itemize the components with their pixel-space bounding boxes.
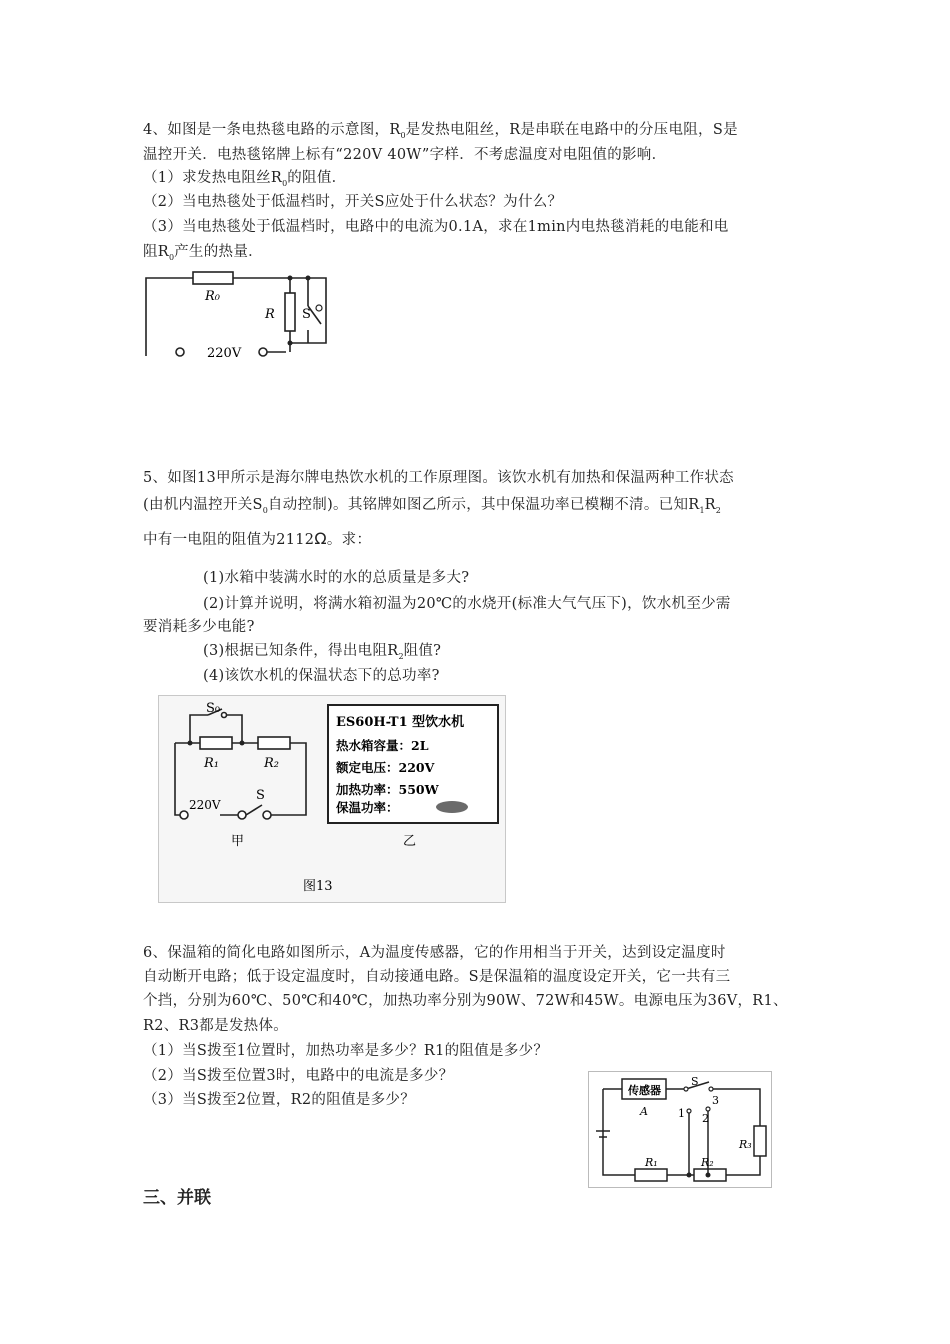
nameplate-capacity: 热水箱容量：2L xyxy=(336,738,429,753)
q5-label-s: S xyxy=(256,788,265,803)
q4-line-5: （3）当电热毯处于低温档时，电路中的电流为0.1A，求在1min内电热毯消耗的电能和电 xyxy=(143,219,729,235)
q4-line-6: 阻$R_0$产生的热量． xyxy=(143,244,263,262)
q5-part-2-cont: 要消耗多少电能? xyxy=(143,619,255,635)
q5-line-2: (由机内温控开关$S_0$自动控制)。其铭牌如图乙所示，其中保温功率已模糊不清。已知$R_1R_2$ xyxy=(143,497,721,515)
nameplate-voltage: 额定电压：220V xyxy=(336,760,435,775)
q5-part-2: (2)计算并说明，将满水箱初温为20℃的水烧开(标准大气气压下)，饮水机至少需 xyxy=(203,596,731,612)
q6-label-pos-2: 2 xyxy=(702,1112,709,1125)
nameplate-keep-warm-power: 保温功率： xyxy=(336,800,399,815)
q4-label-s: S xyxy=(302,307,311,322)
q6-label-s: S xyxy=(691,1075,699,1088)
q6-line-6: （2）当S拨至位置3时，电路中的电流是多少？ xyxy=(143,1068,454,1084)
q5-part-1: (1)水箱中装满水时的水的总质量是多大? xyxy=(203,570,470,586)
q5-label-s0: S₀ xyxy=(206,701,221,716)
q6-line-7: （3）当S拨至2位置，R2的阻值是多少？ xyxy=(143,1092,416,1108)
q6-label-r1: R₁ xyxy=(645,1156,658,1169)
q5-label-r1: R₁ xyxy=(204,756,219,771)
q5-label-jia: 甲 xyxy=(231,834,245,849)
q5-label-r2: R₂ xyxy=(264,756,279,771)
section-heading: 三、并联 xyxy=(143,1188,211,1208)
q6-line-2: 自动断开电路；低于设定温度时，自动接通电路。S是保温箱的温度设定开关，它一共有三 xyxy=(143,969,731,985)
q6-label-r3: R₃ xyxy=(739,1138,752,1151)
q6-label-sensor: 传感器 xyxy=(628,1084,661,1097)
nameplate-model: ES60H-T1 型饮水机 xyxy=(336,715,465,730)
q5-part-4: (4)该饮水机的保温状态下的总功率? xyxy=(203,668,440,684)
q4-line-4: （2）当电热毯处于低温档时，开关S应处于什么状态？为什么？ xyxy=(143,194,563,210)
q5-figure-13 xyxy=(158,695,506,903)
q6-line-4: R2、R3都是发热体。 xyxy=(143,1018,289,1034)
q6-line-5: （1）当S拨至1位置时，加热功率是多少？R1的阻值是多少？ xyxy=(143,1043,549,1059)
q4-line-3: （1）求发热电阻丝$R_0$的阻值． xyxy=(143,170,347,188)
q5-line-3: 中有一电阻的阻值为2112Ω。求： xyxy=(143,529,372,548)
q6-line-1: 6、保温箱的简化电路如图所示，A为温度传感器，它的作用相当于开关，达到设定温度时 xyxy=(143,945,726,961)
q5-figure-caption: 图13 xyxy=(303,879,333,894)
q4-label-r: R xyxy=(265,307,275,322)
q4-label-voltage: 220V xyxy=(207,346,242,360)
q4-line-2: 温控开关．电热毯铭牌上标有“220V 40W”字样．不考虑温度对电阻值的影响． xyxy=(143,147,667,163)
q4-line-1: 4、如图是一条电热毯电路的示意图，$R_0$是发热电阻丝，R是串联在电路中的分压电阻，S是 xyxy=(143,122,738,140)
q6-label-pos-1: 1 xyxy=(678,1107,685,1120)
q5-part-3: (3)根据已知条件，得出电阻$R_2$阻值? xyxy=(203,643,442,661)
q6-label-a: A xyxy=(640,1105,648,1118)
q5-label-voltage: 220V xyxy=(189,798,221,812)
q5-line-1: 5、如图13甲所示是海尔牌电热饮水机的工作原理图。该饮水机有加热和保温两种工作状态 xyxy=(143,470,734,486)
q6-circuit-figure xyxy=(588,1071,772,1188)
blurred-power-value xyxy=(436,801,468,813)
nameplate-heating-power: 加热功率：550W xyxy=(336,782,439,797)
q6-label-r2: R₂ xyxy=(701,1156,714,1169)
q5-label-yi: 乙 xyxy=(403,834,417,849)
q6-label-pos-3: 3 xyxy=(712,1094,719,1107)
q4-label-r0: R₀ xyxy=(205,289,220,304)
q4-circuit-figure xyxy=(143,268,333,360)
q6-line-3: 个挡，分别为60℃、50℃和40℃，加热功率分别为90W、72W和45W。电源电压为36V，R1、 xyxy=(143,993,788,1009)
